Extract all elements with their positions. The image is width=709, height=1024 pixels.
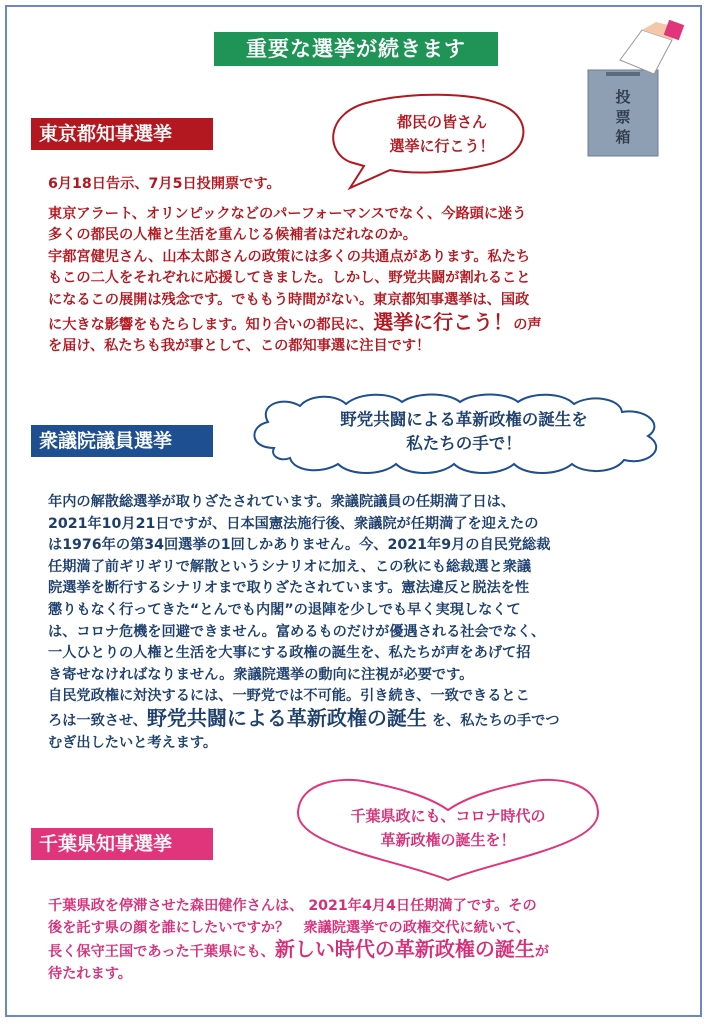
shugiin-body	[48, 492, 688, 754]
ballot-box-illustration	[580, 20, 686, 160]
chiba-line-3-end: が	[534, 944, 550, 961]
chiba-line-4: 待たれます。	[48, 965, 132, 982]
shugiin-line-4: 任期満了前ギリギリで解散というシナリオに加え、この秋にも総裁選と衆議	[48, 558, 532, 575]
shugiin-line-12: むぎ出したいと考えます。	[48, 734, 218, 751]
shugiin-line-10: 自民党政権に対決するには、一野党では不可能。引き続き、一致できるとこ	[48, 688, 530, 705]
chiba-body	[48, 896, 688, 985]
tokyo-line-7	[48, 309, 678, 337]
shugiin-line-2: 2021年10月21日ですが、日本国憲法施行後、衆議院が任期満了を迎えたの	[48, 515, 539, 532]
callout-tokyo-line-1: 都民の皆さん	[396, 113, 487, 131]
callout-shugiin-line-2: 私たちの手で！	[406, 434, 522, 453]
callout-shugiin-line-1: 野党共闘による革新政権の誕生を	[340, 410, 588, 429]
shugiin-emphasis: 野党共闘による革新政権の誕生	[146, 705, 427, 730]
shugiin-line-11-end: を、私たちの手でつ	[426, 712, 560, 729]
chiba-line-3	[48, 939, 688, 964]
ballot-box-label-2: 票	[615, 108, 631, 126]
tokyo-line-3: 多くの都民の人権と生活を重んじる候補者はだれなのか。	[48, 227, 417, 244]
callout-shugiin	[284, 408, 644, 456]
callout-tokyo	[372, 110, 512, 158]
shugiin-line-8: 一人ひとりの人権と生活を大事にする政権の誕生を、私たちが声をあげて招	[48, 645, 531, 662]
tokyo-line-6: になるこの展開は残念です。でももう時間がない。東京都知事選挙は、国政	[48, 291, 530, 308]
shugiin-line-5: 院選挙を断行するシナリオまで取りざたされています。憲法違反と脱法を性	[48, 580, 530, 597]
section-heading-chiba: 千葉県知事選挙	[31, 828, 213, 860]
chiba-line-3-text: 長く保守王国であった千葉県にも、	[48, 944, 275, 961]
tokyo-line-7-end: の声	[513, 316, 542, 333]
page-title: 重要な選挙が続きます	[214, 32, 498, 66]
tokyo-line-2: 東京アラート、オリンピックなどのパーフォーマンスでなく、今路頭に迷う	[48, 205, 527, 222]
shugiin-line-7: は、コロナ危機を回避できません。富めるものだけが優遇される社会でなく、	[48, 623, 546, 640]
ballot-box-label-3: 箱	[615, 128, 631, 146]
tokyo-line-7-text: に大きな影響をもたらします。知り合いの都民に、	[48, 316, 374, 333]
tokyo-emphasis: 選挙に行こう！	[373, 309, 514, 334]
tokyo-line-4: 宇都宮健児さん、山本太郎さんの政策には多くの共通点があります。私たち	[48, 248, 531, 265]
ballot-box-label-1: 投	[615, 88, 631, 106]
chiba-emphasis: 新しい時代の革新政権の誕生	[274, 937, 535, 962]
shugiin-line-9: き寄せなければなりません。衆議院選挙の動向に注視が必要です。	[48, 666, 474, 683]
tokyo-body	[48, 174, 678, 358]
shugiin-line-1: 年内の解散総選挙が取りざたされています。衆議院議員の任期満了日は、	[48, 494, 516, 510]
callout-chiba	[318, 804, 578, 852]
tokyo-line-1: 6月18日告示、7月5日投開票です。	[48, 176, 281, 192]
callout-chiba-line-2: 革新政権の誕生を！	[380, 831, 516, 849]
shugiin-line-6: 懲りもなく行ってきた“とんでも内閣”の退陣を少しでも早く実現しなくて	[48, 601, 521, 618]
callout-tokyo-line-2: 選挙に行こう！	[389, 137, 495, 155]
section-heading-shugiin: 衆議院議員選挙	[31, 425, 213, 457]
tokyo-line-5: もこの二人をそれぞれに応援してきました。しかし、野党共闘が割れること	[48, 270, 531, 287]
callout-chiba-line-1: 千葉県政にも、コロナ時代の	[350, 807, 546, 825]
section-heading-tokyo: 東京都知事選挙	[31, 118, 213, 150]
chiba-line-1: 千葉県政を停滞させた森田健作さんは、 2021年4月4日任期満了です。その	[48, 898, 537, 914]
chiba-line-2: 後を託す県の顔を誰にしたいですか？ 衆議院選挙での政権交代に続いて、	[48, 919, 531, 936]
shugiin-line-3: は1976年の第34回選挙の1回しかありません。今、2021年9月の自民党総裁	[48, 537, 551, 554]
tokyo-line-8: を届け、私たちも我が事として、この都知事選に注目です！	[48, 338, 431, 355]
shugiin-line-11-text: ろは一致させ、	[48, 712, 147, 729]
shugiin-line-11	[48, 705, 688, 733]
